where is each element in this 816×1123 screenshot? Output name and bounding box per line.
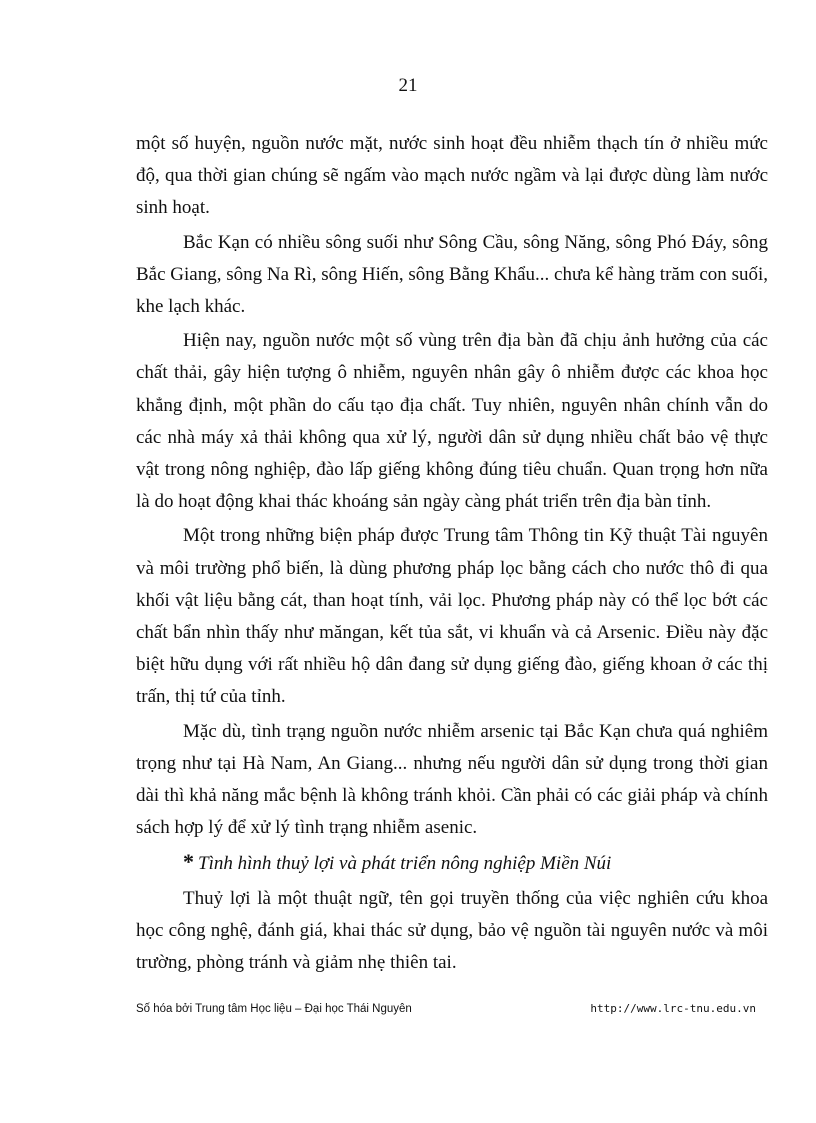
- paragraph-4: Một trong những biện pháp được Trung tâm Thông tin Kỹ thuật Tài nguyên và môi trường phổ biến, là dùng phương pháp lọc bằng cách cho nước thô đi qua khối vật liệu bằng cát, than hoạt tính, vải lọc. Phương pháp này có thể lọc bớt các chất bẩn nhìn thấy như măngan, kết tủa sắt, vi khuẩn và cả Arsenic. Điều này đặc biệt hữu dụng với rất nhiều hộ dân đang sử dụng giếng đào, giếng khoan ở các thị trấn, thị tứ của tỉnh.: [136, 525, 768, 708]
- footer-digitized-by: Số hóa bởi Trung tâm Học liệu – Đại học Thái Nguyên: [136, 1003, 412, 1015]
- section-title: Tình hình thuỷ lợi và phát triển nông nghiệp Miền Núi: [198, 853, 612, 875]
- paragraph-2: Bắc Kạn có nhiều sông suối như Sông Cầu, sông Năng, sông Phó Đáy, sông Bắc Giang, sông Na Rì, sông Hiến, sông Bằng Khẩu... chưa kể hàng trăm con suối, khe lạch khác.: [136, 231, 768, 318]
- page-footer: [136, 1001, 768, 1017]
- section-heading: [136, 846, 768, 880]
- paragraph-1: một số huyện, nguồn nước mặt, nước sinh hoạt đều nhiễm thạch tín ở nhiều mức độ, qua thời gian chúng sẽ ngấm vào mạch nước ngầm và lại được dùng làm nước sinh hoạt.: [136, 133, 768, 219]
- section-marker: *: [183, 849, 194, 875]
- footer-url: http://www.lrc-tnu.edu.vn: [590, 1002, 756, 1015]
- document-body: [136, 128, 768, 981]
- paragraph-3: Hiện nay, nguồn nước một số vùng trên địa bàn đã chịu ảnh hưởng của các chất thải, gây hiện tượng ô nhiễm, nguyên nhân gây ô nhiễm được các khoa học khẳng định, một phần do cấu tạo địa chất. Tuy nhiên, nguyên nhân chính vẫn do các nhà máy xả thải không qua xử lý, người dân sử dụng nhiều chất bảo vệ thực vật trong nông nghiệp, đào lấp giếng không đúng tiêu chuẩn. Quan trọng hơn nữa là do hoạt động khai thác khoáng sản ngày càng phát triển trên địa bàn tỉnh.: [136, 330, 768, 513]
- section-paragraph: Thuỷ lợi là một thuật ngữ, tên gọi truyền thống của việc nghiên cứu khoa học công nghệ, đánh giá, khai thác sử dụng, bảo vệ nguồn tài nguyên nước và môi trường, phòng tránh và giảm nhẹ thiên tai.: [136, 887, 768, 974]
- paragraph-5: Mặc dù, tình trạng nguồn nước nhiễm arsenic tại Bắc Kạn chưa quá nghiêm trọng như tại Hà Nam, An Giang... nhưng nếu người dân sử dụng trong thời gian dài thì khả năng mắc bệnh là không tránh khỏi. Cần phải có các giải pháp và chính sách hợp lý để xử lý tình trạng nhiễm asenic.: [136, 720, 768, 839]
- page-number: 21: [398, 75, 418, 96]
